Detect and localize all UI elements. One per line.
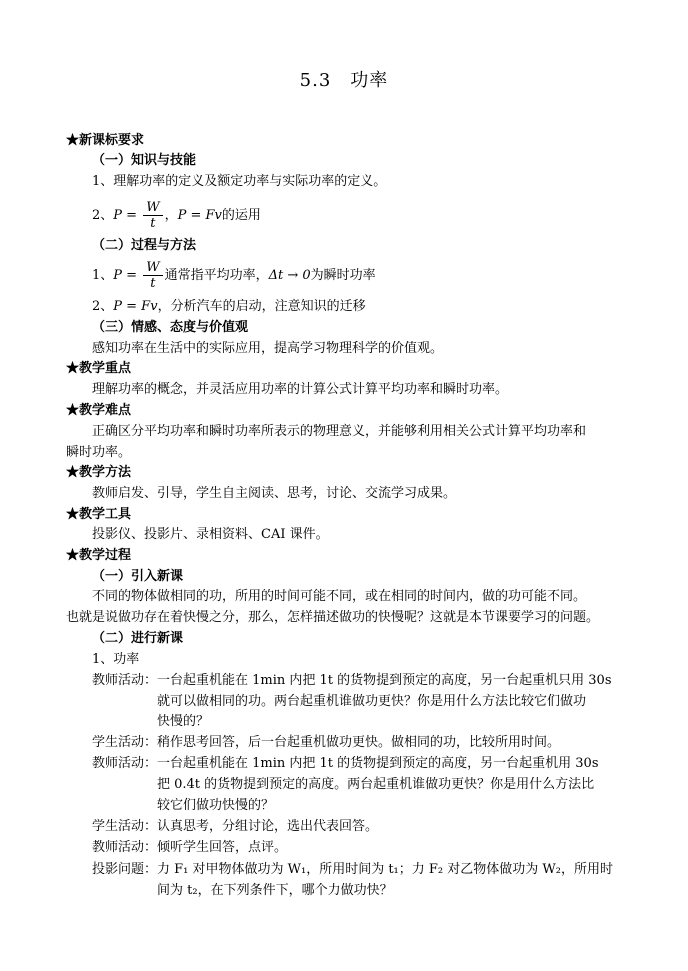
formula-p: P bbox=[113, 268, 123, 283]
fraction-denominator: t bbox=[150, 216, 156, 231]
process-item-2 bbox=[92, 297, 366, 317]
fraction-w-over-t bbox=[143, 260, 162, 291]
intro-text-line-2: 也就是说做功存在着快慢之分，那么，怎样描述做功的快慢呢？这就是本节课要学习的问题。 bbox=[66, 610, 600, 625]
section-new-curriculum: ★新课标要求 bbox=[66, 133, 145, 148]
subsection-process: （二）过程与方法 bbox=[92, 238, 197, 253]
difficulty-text-line-2: 瞬时功率。 bbox=[66, 445, 132, 460]
teacher-activity-1-line-3: 快慢的？ bbox=[157, 714, 210, 729]
teacher-activity-2-line-2: 把 0.4t 的货物提到预定的高度。两台起重机谁做功更快？你是用什么方法比 bbox=[157, 777, 595, 792]
projection-question-label: 投影问题： bbox=[92, 862, 158, 877]
intro-text-line-1: 不同的物体做相同的功，所用的时间可能不同，或在相同的时间内，做的功可能不同。 bbox=[92, 589, 587, 604]
teacher-activity-1-line-2: 就可以做相同的功。两台起重机谁做功更快？你是用什么方法比较它们做功 bbox=[157, 694, 587, 709]
difficulty-text-line-1: 正确区分平均功率和瞬时功率所表示的物理意义，并能够利用相关公式计算平均功率和 bbox=[92, 424, 587, 439]
teacher-activity-label: 教师活动： bbox=[92, 756, 158, 771]
subsection-knowledge: （一）知识与技能 bbox=[92, 153, 197, 168]
student-activity-1-line-1: 稍作思考回答，后一台起重机做功更快。做相同的功，比较所用时间。 bbox=[157, 735, 561, 750]
page-title: 5.3 功率 bbox=[299, 70, 389, 91]
item-suffix: ，分析汽车的启动，注意知识的迁移 bbox=[157, 299, 366, 314]
teacher-activity-1-line-1: 一台起重机能在 1min 内把 1t 的货物提到预定的高度，另一台起重机只用 30s bbox=[157, 673, 612, 688]
fraction-w-over-t bbox=[143, 200, 162, 231]
formula-p-fv: P = Fv bbox=[177, 208, 222, 223]
subsection-intro: （一）引入新课 bbox=[92, 569, 184, 584]
tools-text: 投影仪、投影片、录相资料、CAI 课件。 bbox=[92, 527, 329, 542]
teacher-activity-3-line-1: 倾听学生回答，点评。 bbox=[157, 840, 288, 855]
teacher-activity-2-line-3: 较它们做功快慢的？ bbox=[157, 798, 275, 813]
subsection-new-lesson: （二）进行新课 bbox=[92, 631, 184, 646]
fraction-denominator: t bbox=[150, 276, 156, 291]
separator: ， bbox=[164, 208, 178, 223]
formula-delta-t: Δt → 0 bbox=[268, 268, 311, 283]
fraction-numerator: W bbox=[143, 200, 162, 216]
item-number: 2、 bbox=[92, 299, 114, 314]
formula-p: P bbox=[113, 208, 123, 223]
key-point-text: 理解功率的概念，并灵活应用功率的计算公式计算平均功率和瞬时功率。 bbox=[92, 382, 509, 397]
item-number: 2、 bbox=[92, 208, 114, 223]
projection-question-line-1: 力 F₁ 对甲物体做功为 W₁，所用时间为 t₁；力 F₂ 对乙物体做功为 W₂，所用时 bbox=[157, 862, 613, 877]
process-item-1 bbox=[92, 260, 376, 291]
item-suffix: 为瞬时功率 bbox=[310, 268, 376, 283]
knowledge-item-1: 1、理解功率的定义及额定功率与实际功率的定义。 bbox=[92, 174, 387, 189]
section-difficulty: ★教学难点 bbox=[66, 403, 132, 418]
fraction-numerator: W bbox=[143, 260, 162, 276]
student-activity-2-line-1: 认真思考，分组讨论，选出代表回答。 bbox=[157, 819, 379, 834]
item-number: 1、 bbox=[92, 268, 114, 283]
item-suffix: 的运用 bbox=[221, 208, 261, 223]
teacher-activity-label: 教师活动： bbox=[92, 673, 158, 688]
emotion-text: 感知功率在生活中的实际应用，提高学习物理科学的价值观。 bbox=[92, 341, 444, 356]
student-activity-label: 学生活动： bbox=[92, 819, 158, 834]
teacher-activity-2-line-1: 一台起重机能在 1min 内把 1t 的货物提到预定的高度，另一台起重机用 30s bbox=[157, 756, 599, 771]
formula-eq: = bbox=[122, 208, 142, 223]
knowledge-item-2 bbox=[92, 200, 261, 231]
item-text: 通常指平均功率， bbox=[164, 268, 269, 283]
teacher-activity-label: 教师活动： bbox=[92, 840, 158, 855]
formula-p-fv: P = Fv bbox=[113, 299, 158, 314]
section-tools: ★教学工具 bbox=[66, 507, 132, 522]
formula-eq: = bbox=[122, 268, 142, 283]
section-method: ★教学方法 bbox=[66, 465, 132, 480]
projection-question-line-2: 间为 t₂，在下列条件下，哪个力做功快？ bbox=[157, 883, 393, 898]
section-key-point: ★教学重点 bbox=[66, 361, 132, 376]
method-text: 教师启发、引导，学生自主阅读、思考，讨论、交流学习成果。 bbox=[92, 486, 457, 501]
student-activity-label: 学生活动： bbox=[92, 735, 158, 750]
power-heading: 1、功率 bbox=[92, 652, 140, 667]
section-procedure: ★教学过程 bbox=[66, 548, 132, 563]
subsection-emotion: （三）情感、态度与价值观 bbox=[92, 320, 249, 335]
